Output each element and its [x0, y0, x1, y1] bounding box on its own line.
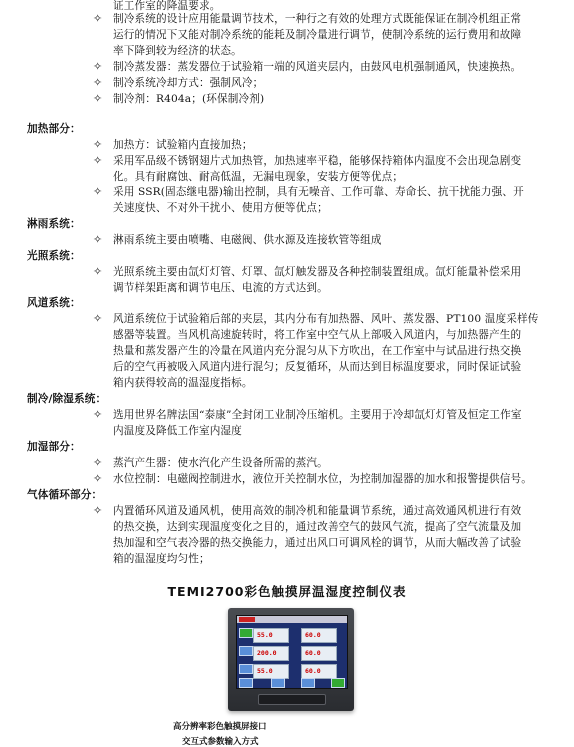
screen-button — [331, 678, 345, 688]
body-text-line: 制冷系统冷却方式：强制风冷； — [113, 77, 264, 89]
body-text-line: 化。具有耐腐蚀、耐高低温，无漏电现象，安装方便等优点； — [113, 171, 404, 183]
readout-panel — [301, 628, 337, 643]
body-text-line: 后的空气再被吸入风道内进行混匀；反复循环，从而达到目标温度要求，同时保证试验 — [113, 361, 522, 373]
caption-line: 高分辨率彩色触摸屏接口 — [173, 722, 267, 732]
readout-panel — [253, 628, 289, 643]
body-text-line: 采用 SSR(固态继电器)输出控制，具有无噪音、工作可靠、寿命长、抗干扰能力强、开 — [113, 186, 524, 198]
bullet-icon: ✧ — [93, 233, 103, 246]
body-text-line: 淋雨系统主要由喷嘴、电磁阀、供水源及连接软管等组成 — [113, 234, 382, 246]
body-text-line: 内置循环风道及通风机，使用高效的制冷机和能量调节系统，通过高效通风机进行有效 — [113, 505, 522, 517]
bullet-icon: ✧ — [93, 312, 103, 325]
body-text-line: 率下降到较为经济的状态。 — [113, 45, 242, 57]
section-heading: 气体循环部分： — [27, 489, 103, 501]
bullet-icon: ✧ — [93, 408, 103, 421]
body-text-line: 热加湿和空气表冷器的热交换能力，通过出风口可调风栓的调节，从而大幅改善了试验 — [113, 537, 522, 549]
body-text-line: 风道系统位于试验箱后部的夹层，其内分布有加热器、风叶、蒸发器、PT100 温度采样传 — [113, 313, 539, 325]
card-slot — [258, 694, 326, 705]
body-text-line: 调节样架距离和调节电压、电流的方式达到。 — [113, 282, 328, 294]
body-text-line: 箱的温湿度均匀性； — [113, 553, 210, 565]
body-text-line: 制冷系统的设计应用能量调节技术，一种行之有效的处理方式既能保证在制冷机组正常 — [113, 13, 522, 25]
bullet-icon: ✧ — [93, 12, 103, 25]
readout-value: 60.0 — [305, 631, 321, 639]
screen-button — [239, 664, 253, 674]
screen-button — [271, 678, 285, 688]
section-heading: 制冷/除湿系统： — [27, 393, 107, 405]
section-heading: 加热部分： — [27, 123, 81, 135]
screen-button — [239, 628, 253, 638]
screen-button — [239, 678, 253, 688]
section-heading: 光照系统： — [27, 250, 81, 262]
bullet-icon: ✧ — [93, 154, 103, 167]
body-text-line: 内温度及降低工作室内湿度 — [113, 425, 242, 437]
controller-screen — [236, 615, 348, 689]
readout-value: 55.0 — [257, 631, 273, 639]
bullet-icon: ✧ — [93, 456, 103, 469]
body-text-line: 选用世界名牌法国“泰康”全封闭工业制冷压缩机。主要用于冷却氙灯灯管及恒定工作室 — [113, 409, 522, 421]
body-text-line: 水位控制：电磁阀控制进水，液位开关控制水位，为控制加湿器的加水和报警提供信号。 — [113, 473, 533, 485]
bullet-icon: ✧ — [93, 60, 103, 73]
body-text-line: 制冷蒸发器：蒸发器位于试验箱一端的风道夹层内，由鼓风电机强制通风，快速换热。 — [113, 61, 522, 73]
readout-value: 60.0 — [305, 667, 321, 675]
screen-button — [239, 646, 253, 656]
readout-panel — [253, 664, 289, 679]
screen-logo-badge — [239, 617, 255, 622]
section-heading: 加湿部分： — [27, 441, 81, 453]
body-text-line: 热量和蒸发器产生的冷量在风道内充分混匀从下方吹出，在工作室中与试品进行热交换 — [113, 345, 522, 357]
body-text-line: 关速度快、不对外干扰小、使用方便等优点； — [113, 202, 328, 214]
readout-value: 55.0 — [257, 667, 273, 675]
readout-value: 200.0 — [257, 649, 277, 657]
body-text-line: 运行的情况下又能对制冷系统的能耗及制冷量进行调节，使制冷系统的运行费用和故障 — [113, 29, 522, 41]
readout-panel — [253, 646, 289, 661]
bullet-icon: ✧ — [93, 92, 103, 105]
body-text-line: 蒸汽产生器：使水汽化产生设备所需的蒸汽。 — [113, 457, 328, 469]
section-heading: 风道系统： — [27, 297, 81, 309]
readout-panel — [301, 646, 337, 661]
screen-button — [301, 678, 315, 688]
bullet-icon: ✧ — [93, 504, 103, 517]
readout-value: 60.0 — [305, 649, 321, 657]
body-text-line: 箱内获得较高的温湿度指标。 — [113, 377, 253, 389]
bullet-icon: ✧ — [93, 138, 103, 151]
section-title: TEMI2700彩色触摸屏温湿度控制仪表 — [167, 584, 407, 599]
readout-panel — [301, 664, 337, 679]
bullet-icon: ✧ — [93, 265, 103, 278]
body-text-line: 证工作室的降温要求。 — [113, 0, 221, 12]
bullet-icon: ✧ — [93, 185, 103, 198]
body-text-line: 加热方：试验箱内直接加热； — [113, 139, 253, 151]
body-text-line: 感器等装置。当风机高速旋转时，将工作室中空气从上部吸入风道内，与加热器产生的 — [113, 329, 522, 341]
body-text-line: 的热交换，达到实现温度变化之目的，通过改善空气的鼓风气流，提高了空气流量及加 — [113, 521, 522, 533]
body-text-line: 制冷剂：R404a；(环保制冷剂) — [113, 93, 265, 105]
bullet-icon: ✧ — [93, 472, 103, 485]
body-text-line: 光照系统主要由氙灯灯管、灯罩、氙灯触发器及各种控制装置组成。氙灯能量补偿采用 — [113, 266, 522, 278]
touchscreen-controller-image — [228, 608, 354, 711]
body-text-line: 采用军品级不锈钢翅片式加热管，加热速率平稳，能够保持箱体内温度不会出现急剧变 — [113, 155, 522, 167]
bullet-icon: ✧ — [93, 76, 103, 89]
section-heading: 淋雨系统： — [27, 218, 81, 230]
caption-line: 交互式参数输入方式 — [182, 737, 259, 747]
